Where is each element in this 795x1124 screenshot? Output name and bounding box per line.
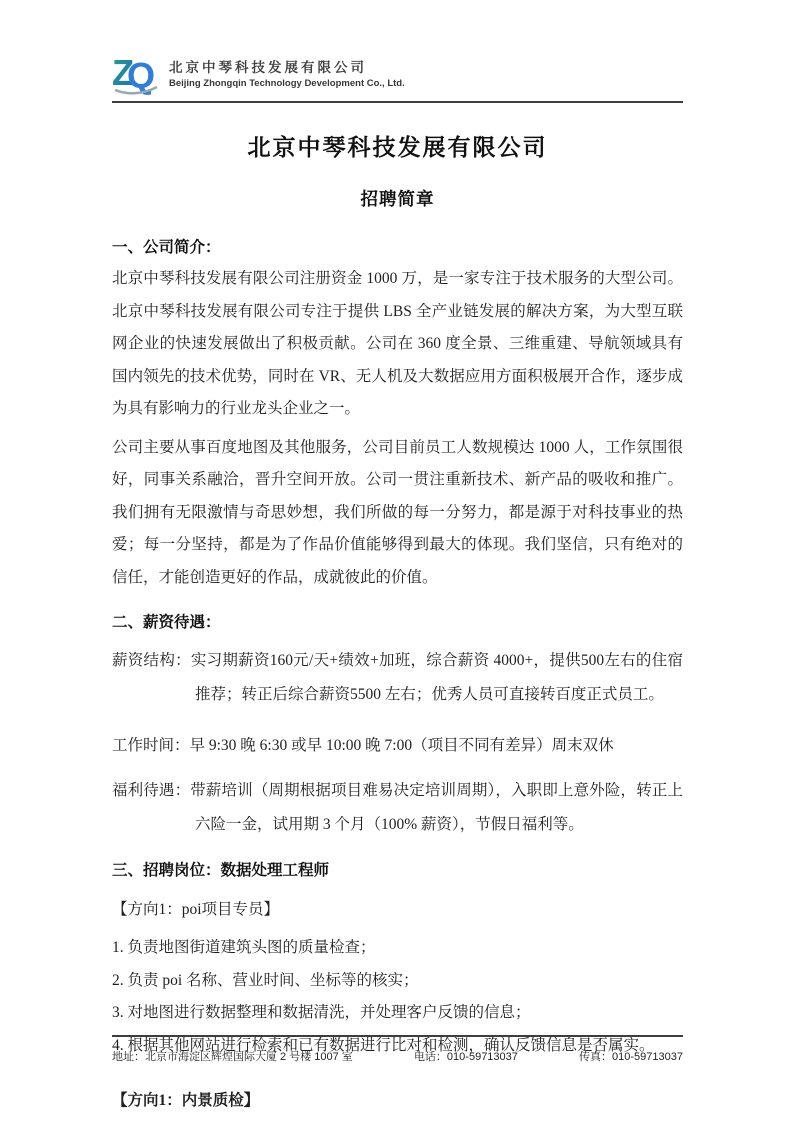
company-logo-icon [112,52,160,96]
direction-interior-qc: 【方向1：内景质检】 [112,1092,260,1109]
footer-address: 地址：北京市海淀区辉煌国际大厦 2 号楼 1007 室 [112,1051,353,1063]
salary-structure-paragraph [112,644,683,712]
document-title: 北京中琴科技发展有限公司 [247,135,548,160]
header-inner [112,52,683,101]
header-divider [112,101,683,103]
logo-letter-z: Z [112,52,134,93]
logo-letter-q: Q [127,55,156,96]
duty-item: 4. 根据其他网站进行检索和已有数据进行比对和检测，确认反馈信息是否属实。 [112,1036,655,1054]
duty-item: 3. 对地图进行数据整理和数据清洗，并处理客户反馈的信息； [112,1004,531,1021]
company-names [169,59,405,90]
document-subtitle: 招聘简章 [360,189,435,209]
direction-poi-specialist: 【方向1：poi项目专员】 [112,901,280,918]
duty-item: 1. 负责地图街道建筑头图的质量检查； [112,939,376,956]
duty-item: 2. 负责 poi 名称、营业时间、坐标等的核实； [112,971,419,989]
section-heading-salary: 二、薪资待遇： [112,614,221,631]
company-name-cn: 北京中琴科技发展有限公司 [169,59,367,75]
page-header [0,0,795,103]
footer-phone: 电话：010-59713037 [413,1051,518,1063]
section-heading-company-intro: 一、公司简介： [112,239,221,256]
welfare-text: 带薪培训（周期根据项目难易决定培训周期），入职即上意外险，转正上六险一金，试用期 3 个月（100% 薪资），节假日福利等。 [190,782,683,833]
salary-structure-text: 实习期薪资160元/天+绩效+加班，综合薪资 4000+，提供500左右的住宿推荐；转正后综合薪资5500 左右；优秀人员可直接转百度正式员工。 [190,652,683,703]
welfare-label: 福利待遇： [112,782,191,799]
intro-paragraph-2: 公司主要从事百度地图及其他服务，公司目前员工人数规模达 1000 人，工作氛围很好，同事关系融洽，晋升空间开放。公司一贯注重新技术、新产品的吸收和推广。我们拥有无限激情与奇思妙想，我们所做的每一分努力，都是源于对科技事业的热爱；每一分坚持，都是为了作品价值能够得到最大的体现。我们坚信，只有绝对的信任，才能创造更好的作品，成就彼此的价值。 [112,438,683,586]
welfare-paragraph [112,774,683,842]
document-body [0,129,795,1117]
worktime-line: 工作时间：早 9:30 晚 6:30 或早 10:00 晚 7:00（项目不同有差异）周末双休 [112,737,614,754]
intro-paragraph-1: 北京中琴科技发展有限公司注册资金 1000 万，是一家专注于技术服务的大型公司。北京中琴科技发展有限公司专注于提供 LBS 全产业链发展的解决方案，为大型互联网企业的快速发展做出了积极贡献。公司在 360 度全景、三维重建、导航领域具有国内领先的技术优势，同时在 VR、无人机及大数据应用方面积极展开合作，逐步成为具有影响力的行业龙头企业之一。 [112,270,683,417]
footer-fax: 传真：010-59713037 [579,1051,683,1063]
section-heading-positions: 三、招聘岗位：数据处理工程师 [112,862,330,879]
page-footer [112,1035,683,1064]
salary-structure-label: 薪资结构： [112,652,191,669]
company-name-en: Beijing Zhongqin Technology Development Co., Ltd. [169,77,405,89]
